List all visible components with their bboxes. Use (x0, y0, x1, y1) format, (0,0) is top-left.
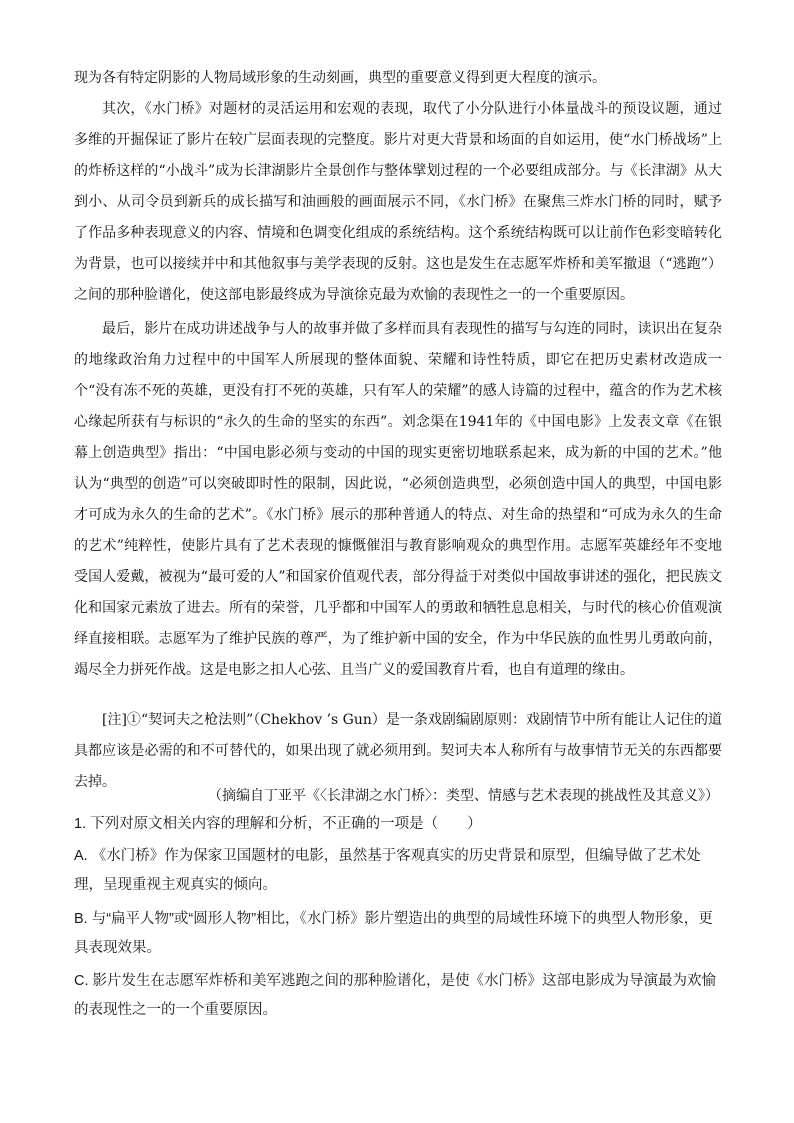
question-stem: 1. 下列对原文相关内容的理解和分析，不正确的一项是（ ） (74, 816, 482, 832)
passage-paragraph-final (74, 314, 722, 686)
passage-paragraph-continuation (74, 63, 722, 94)
paragraph-text: 其次，《水门桥》对题材的灵活运用和宏观的表现，取代了小分队进行小体量战斗的预设议题，通过多维的开掘保证了影片在较广层面表现的完整度。影片对更大背景和场面的自如运用，使“水门桥战场”上的炸桥这样的“小战斗”成为长津湖影片全景创作与整体擘划过程的一个必要组成部分。与《长津湖》从大到小、从司令员到新兵的成长描写和油画般的画面展示不同，《水门桥》在聚焦三炸水门桥的同时，赋予了作品多种表现意义的内容、情境和色调变化组成的系统结构。这个系统结构既可以让前作色彩变暗转化为背景，也可以接续并中和其他叙事与美学表现的反射。这也是发生在志愿军炸桥和美军撤退（“逃跑”）之间的那种脸谱化，使这部电影最终成为导演徐克最为欢愉的表现性之一的一个重要原因。 (74, 101, 722, 303)
passage-paragraph-second (74, 94, 722, 311)
option-b: B. 与“扁平人物”或“圆形人物”相比，《水门桥》影片塑造出的典型的局域性环境下的典型人物形象，更具表现效果。 (74, 911, 713, 956)
option-a: A. 《水门桥》作为保家卫国题材的电影，虽然基于客观真实的历史背景和原型，但编导做了艺术处理，呈现重视主观真实的倾向。 (74, 848, 701, 893)
footnote-text: [注]①“契诃夫之枪法则”（Chekhov ’s Gun）是一条戏剧编剧原则：戏剧情节中所有能让人记住的道具都应该是必需的和不可替代的，如果出现了就必须用到。契诃夫本人称所有与故事情节无关的东西都要去掉。 (74, 712, 722, 790)
source-citation (74, 781, 719, 812)
paragraph-text: 现为各有特定阴影的人物局域形象的生动刻画，典型的重要意义得到更大程度的演示。 (74, 70, 606, 86)
paragraph-text: 最后，影片在成功讲述战争与人的故事并做了多样而具有表现性的描写与勾连的同时，读识出在复杂的地缘政治角力过程中的中国军人所展现的整体面貌、荣耀和诗性特质，即它在把历史素材改造成一个“没有冻不死的英雄，更没有打不死的英雄，只有军人的荣耀”的感人诗篇的过程中，蕴含的作为艺术核心缘起所获有与标识的“永久的生命的坚实的东西”。刘念渠在1941年的《中国电影》上发表文章《在银幕上创造典型》指出：“中国电影必须与变动的中国的现实更密切地联系起来，成为新的中国的艺术。”他认为“典型的创造”可以突破即时性的限制，因此说，“必须创造典型，必须创造中国人的典型，中国电影才可成为永久的生命的艺术”。《水门桥》展示的那种普通人的特点、对生命的热望和“可成为永久的生命的艺术”纯粹性，使影片具有了艺术表现的慷慨催泪与教育影响观众的典型作用。志愿军英雄经年不变地受国人爱戴，被视为“最可爱的人”和国家价值观代表，部分得益于对类似中国故事讲述的强化，把民族文化和国家元素放了进去。所有的荣誉，几乎都和中国军人的勇敢和牺牲息息相关，与时代的核心价值观演绎直接相联。志愿军为了维护民族的尊严，为了维护新中国的安全，作为中华民族的血性男儿勇敢向前，竭尽全力拼死作战。这是电影之扣人心弦、且当广义的爱国教育片看，也自有道理的缘由。 (74, 321, 722, 678)
option-c: C. 影片发生在志愿军炸桥和美军逃跑之间的那种脸谱化，是使《水门桥》这部电影成为导演最为欢愉的表现性之一的一个重要原因。 (74, 973, 717, 1018)
source-text: （摘编自丁亚平《〈长津湖之水门桥〉：类型、情感与艺术表现的挑战性及其意义》） (208, 788, 719, 804)
